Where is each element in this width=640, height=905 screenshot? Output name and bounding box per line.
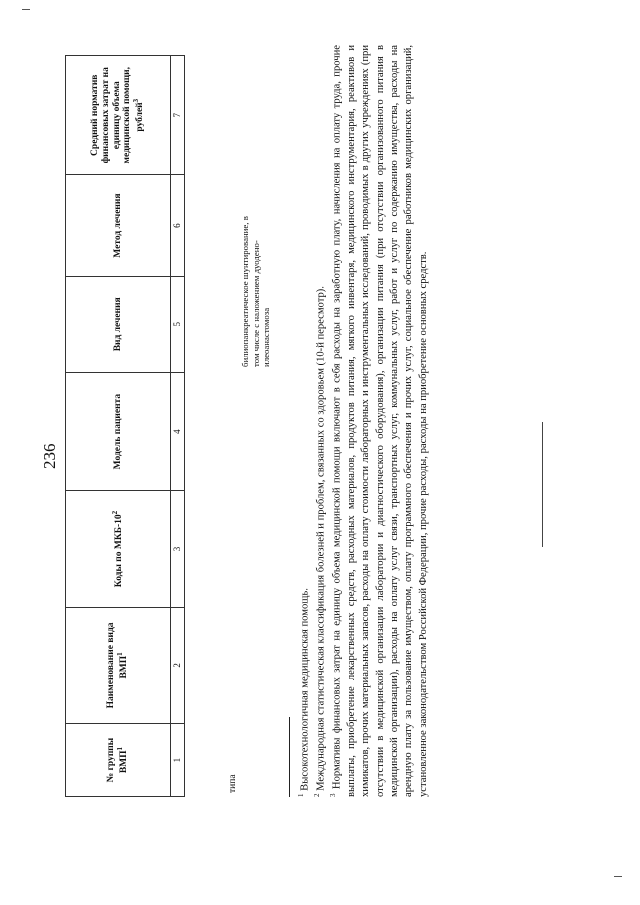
header-treatment-type: Вид лечения: [66, 276, 171, 372]
column-number: 1: [171, 724, 185, 797]
footnote-3: $^3$ Нормативы финансовых затрат на единицу объема медицинской помощи включают в себя расходы на заработную плату, начисления на оплату труда, прочие выплаты, приобретение лекарственных средств, расходных материалов, продуктов питания, мягкого инвентаря, медицинского инструментария, реактивов и химикатов, прочих материальных запасов, расходы на оплату стоимости лабораторных и инструментальных исследований, проводимых в других учреждениях (при отсутствии в медицинской организации лаборатории и диагностического оборудования), организации питания (при отсутствии организованного питания в медицинской организации), расходы на оплату услуг связи, транспортных услуг, коммунальных услуг, работ и услуг по содержанию имущества, расходы на арендную плату за пользование имуществом, оплату программного обеспечения и прочих услуг, социальное обеспечение работников медицинских организаций, установленное законодательством Российской Федерации, прочие расходы, расходы на приобретение основных средств.: [328, 45, 429, 797]
scan-mark: [614, 876, 622, 877]
header-patient-model: Модель пациента: [66, 372, 171, 490]
continuation-vmp-name: типа: [228, 774, 238, 793]
scan-line: [542, 422, 543, 547]
header-treatment-method: Метод лечения: [66, 175, 171, 276]
scan-mark: [22, 9, 30, 10]
table-header-row: [66, 56, 171, 797]
header-group-number: № группы ВМП$^1$: [66, 724, 171, 797]
column-number: 5: [171, 276, 185, 372]
column-number: 3: [171, 491, 185, 607]
page-number: 236: [40, 443, 59, 469]
column-number-row: [171, 56, 185, 797]
column-number: 6: [171, 175, 185, 276]
column-number: 4: [171, 372, 185, 490]
vmp-table: [65, 55, 185, 797]
footnotes: [297, 45, 431, 797]
header-vmp-name: Наименование вида ВМП$^1$: [66, 607, 171, 723]
column-number: 7: [171, 56, 185, 176]
footnote-2: $^2$ Международная статистическая классификация болезней и проблем, связанных со здоровьем (10-й пересмотр).: [312, 286, 327, 797]
header-cost-standard: Средний норматив финансовых затрат на единицу объема медицинской помощи, рублей$^3$: [66, 56, 171, 176]
column-number: 2: [171, 607, 185, 723]
footnote-separator: [289, 717, 290, 797]
footnote-1: $^1$ Высокотехнологичная медицинская помощь.: [297, 588, 311, 797]
header-icd-codes: Коды по МКБ-$10^2$: [66, 491, 171, 607]
continuation-treatment-method: билиопанкреатическое шунтирование, в том числе с наложением дуодено-илеоанастомоза: [240, 216, 272, 367]
